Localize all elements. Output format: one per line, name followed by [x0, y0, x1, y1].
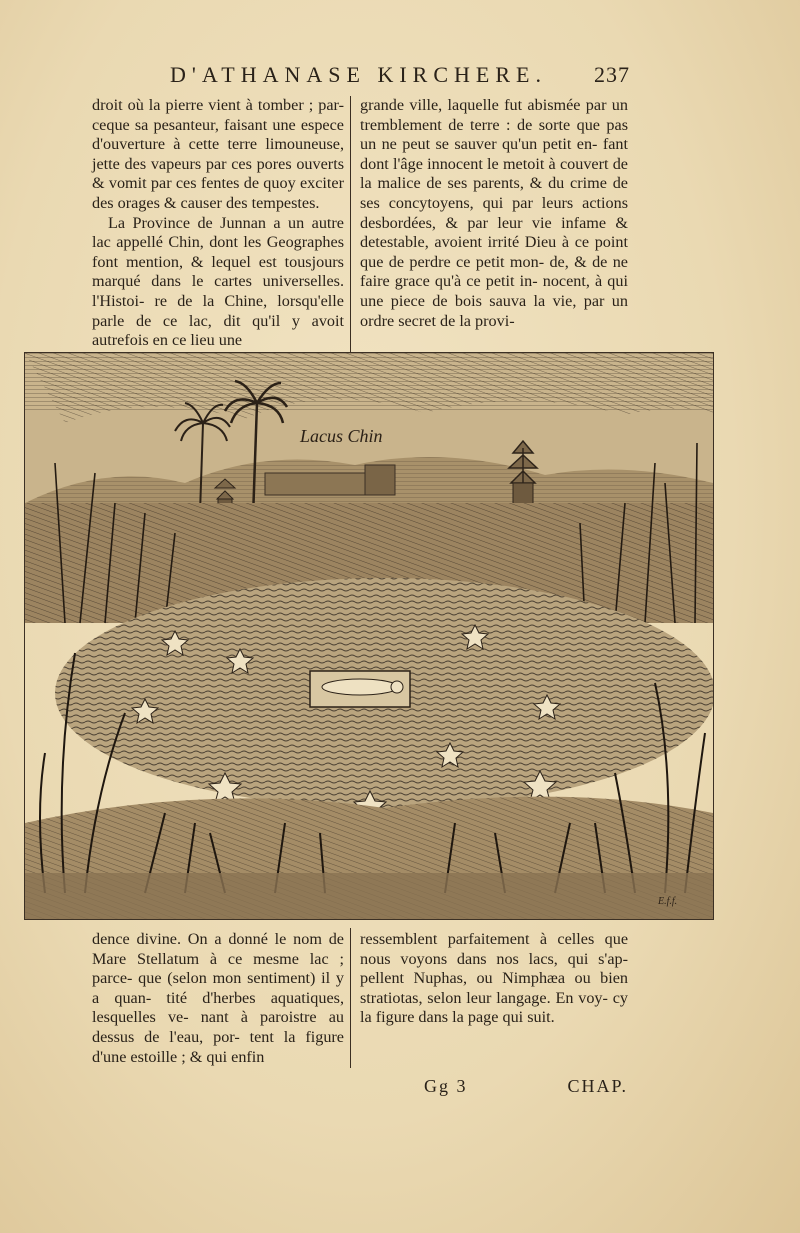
raft-with-infant-icon [310, 671, 410, 707]
column-bottom-left [92, 930, 344, 1067]
tower [365, 465, 395, 495]
column-bottom-right [360, 930, 628, 1028]
paragraph: grande ville, laquelle fut abismée par un tremblement de terre : de sorte que pas un ne peut se sauver qu'un petit en- fant dont l'âge innocent le metoit à couvert de la malice de ses parents, & du crime de ses concytoyens, qui par leurs actions desbordées, & par leur vie infame & detestable, avoient irrité Dieu à ce point que de perdre ce petit mon- de, & de ne faire grace qu'à ce petit in- nocent, à qui une piece de bois sauva la vie, par un ordre secret de la provi- [360, 96, 628, 330]
running-head [170, 62, 630, 90]
paragraph: droit où la pierre vient à tomber ; par- ceque sa pesanteur, faisant une espece d'ouverture à cette terre limouneuse, jette des vapeurs par ces pores ouverts & vomit par ces fentes de quoy exciter des orages & causer des tempestes. [92, 96, 344, 212]
paragraph: dence divine. On a donné le nom de Mare Stellatum à ce mesme lac ; parce- que (selon mon sentiment) il y a quan- tité d'herbes aquatiques, lesquelles ve- nant à paroistre au dessus de l'eau, por- tent la figure d'une estoille ; & qui enfin [92, 930, 344, 1066]
column-top-left [92, 96, 344, 351]
column-divider [350, 928, 351, 1068]
paragraph: La Province de Junnan a un autre lac appellé Chin, dont les Geographes font mention, & lequel est tousjours marqué dans le cartes universelles. l'Histoi- re de la Chine, lorsqu'elle parle de ce lac, dit qu'il y avoit autrefois en ce lieu une [92, 213, 344, 350]
paragraph: ressemblent parfaitement à celles que nous voyons dans nos lacs, qui s'ap- pellent Nuphas, ou Nimphæa ou bien stratiotas, selon leur langage. En voy- cy la figure dans la page qui suit. [360, 930, 628, 1027]
page-number: 237 [594, 62, 630, 87]
running-head-title: D'ATHANASE KIRCHERE. [170, 62, 547, 87]
engraver-signature: E.f.f. [658, 896, 678, 907]
signature-mark: Gg 3 [424, 1076, 468, 1096]
foreground-ground [25, 873, 713, 919]
page-footer [360, 1076, 628, 1100]
column-divider [350, 96, 351, 352]
column-top-right [360, 96, 628, 331]
catchword: CHAP. [567, 1076, 628, 1096]
plate-caption: Lacus Chin [300, 426, 383, 446]
